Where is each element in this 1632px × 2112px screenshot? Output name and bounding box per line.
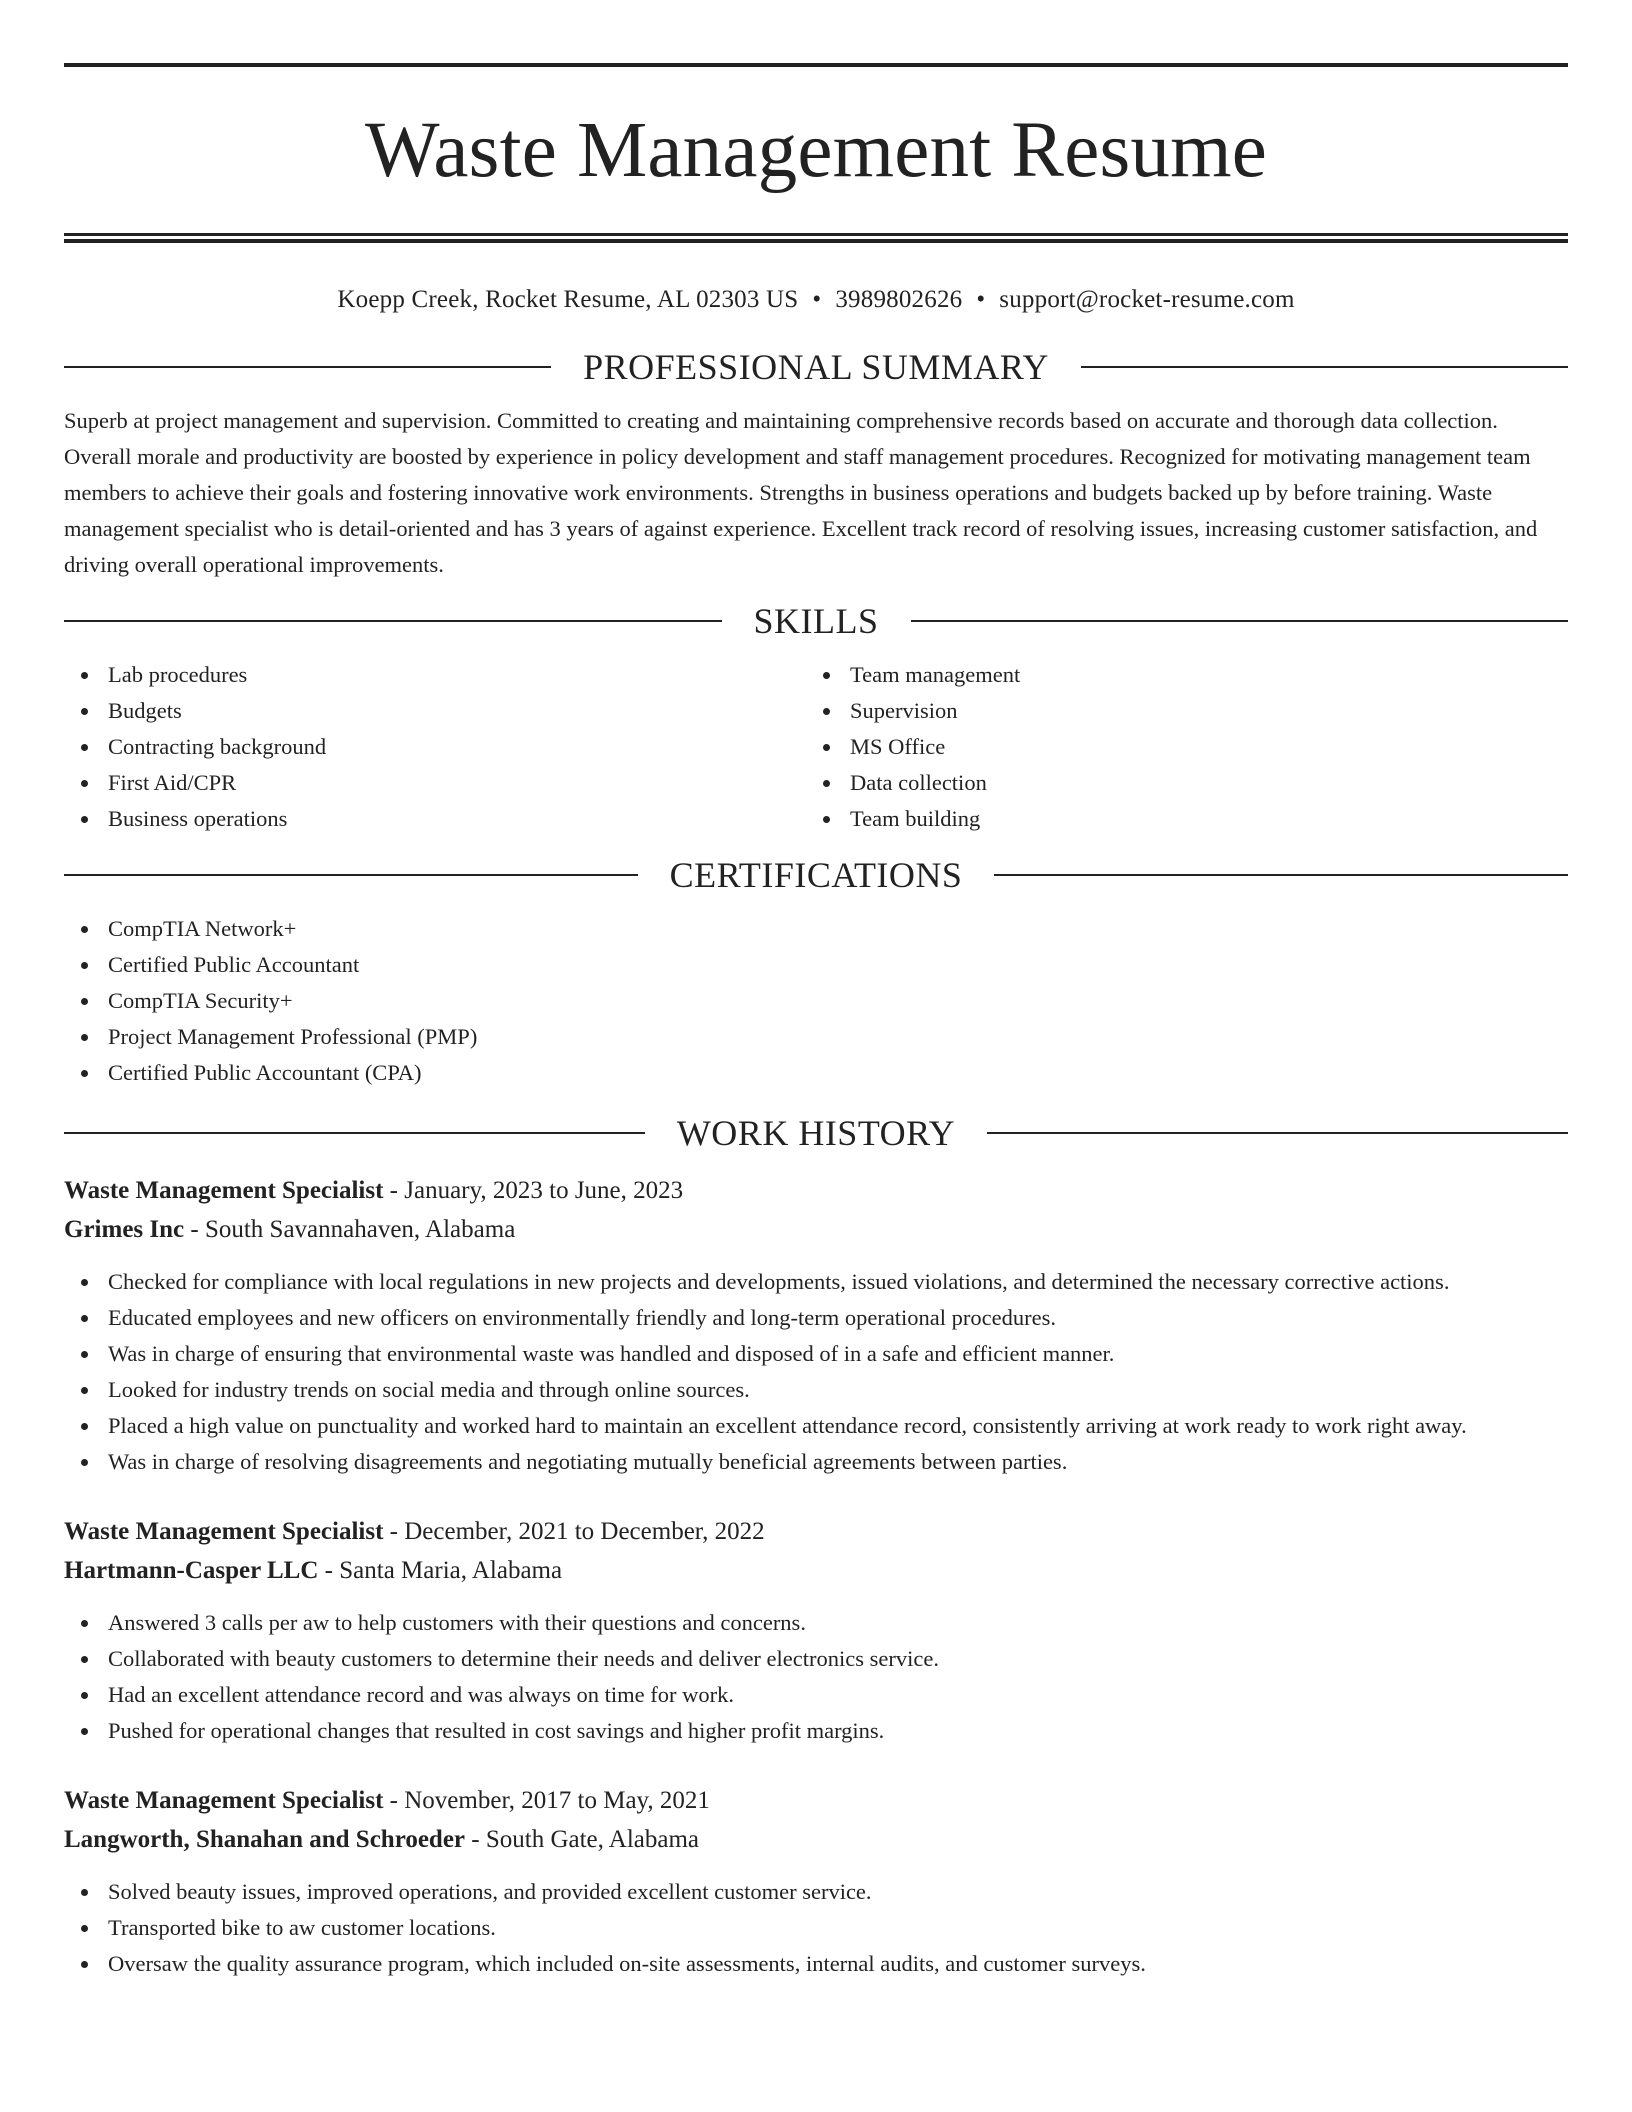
skill-item: Supervision (806, 693, 1548, 729)
contact-address: Koepp Creek, Rocket Resume, AL 02303 US (337, 286, 799, 313)
job-bullet: Checked for compliance with local regulations in new projects and developments, issued violations, and determined the necessary corrective actions. (64, 1264, 1568, 1300)
job-bullet: Educated employees and new officers on environmentally friendly and long-term operational procedures. (64, 1300, 1568, 1336)
job-title-line (64, 1512, 1568, 1551)
skill-item: Team management (806, 657, 1548, 693)
skill-item: Budgets (64, 693, 806, 729)
summary-heading (64, 345, 1568, 389)
resume-title: Waste Management Resume (364, 107, 1268, 194)
certifications-list (64, 911, 1568, 1091)
heading-rule (64, 1132, 645, 1134)
contact-separator: • (812, 286, 822, 313)
skills-grid (64, 657, 1568, 837)
job-bullet: Collaborated with beauty customers to determine their needs and deliver electronics service. (64, 1641, 1568, 1677)
contact-email[interactable]: support@rocket-resume.com (999, 286, 1295, 313)
skill-item: Business operations (64, 801, 806, 837)
job-company-line (64, 1210, 1568, 1249)
job-bullets (64, 1874, 1568, 1982)
job-bullets (64, 1605, 1568, 1749)
job-title-line (64, 1781, 1568, 1820)
job-bullet: Transported bike to aw customer locations. (64, 1910, 1568, 1946)
skill-item: Lab procedures (64, 657, 806, 693)
heading-rule (994, 874, 1568, 876)
top-rule (64, 63, 1568, 67)
certifications-heading (64, 853, 1568, 897)
heading-rule (64, 366, 551, 368)
job-bullet: Had an excellent attendance record and was always on time for work. (64, 1677, 1568, 1713)
job-entry (64, 1512, 1568, 1749)
work-history-heading-label: WORK HISTORY (676, 1113, 956, 1153)
skills-heading (64, 599, 1568, 643)
skills-list-left (64, 657, 806, 837)
job-bullet: Looked for industry trends on social media and through online sources. (64, 1372, 1568, 1408)
work-history-heading (64, 1111, 1568, 1155)
job-company: Hartmann-Casper LLC (64, 1557, 319, 1584)
job-title: Waste Management Specialist (64, 1787, 384, 1814)
certification-item: Certified Public Accountant (CPA) (64, 1055, 1568, 1091)
summary-text: Superb at project management and supervision. Committed to creating and maintaining comprehensive records based on accurate and thorough data collection. Overall morale and productivity are boosted by experience in policy development and staff management procedures. Recognized for motivating management team members to achieve their goals and fostering innovative work environments. Strengths in business operations and budgets backed up by before training. Waste management specialist who is detail-oriented and has 3 years of against experience. Excellent track record of resolving issues, increasing customer satisfaction, and driving overall operational improvements. (64, 408, 1538, 577)
heading-rule (64, 620, 722, 622)
job-location: - South Savannahaven, Alabama (184, 1216, 516, 1243)
job-title: Waste Management Specialist (64, 1177, 384, 1204)
certification-item: Project Management Professional (PMP) (64, 1019, 1568, 1055)
job-bullet: Pushed for operational changes that resulted in cost savings and higher profit margins. (64, 1713, 1568, 1749)
job-title: Waste Management Specialist (64, 1518, 384, 1545)
job-bullet: Was in charge of ensuring that environmental waste was handled and disposed of in a safe and efficient manner. (64, 1336, 1568, 1372)
job-location: - South Gate, Alabama (465, 1826, 700, 1853)
job-entry (64, 1781, 1568, 1982)
skill-item: Contracting background (64, 729, 806, 765)
job-bullet: Was in charge of resolving disagreements and negotiating mutually beneficial agreements between parties. (64, 1444, 1568, 1480)
job-bullet: Placed a high value on punctuality and worked hard to maintain an excellent attendance record, consistently arriving at work ready to work right away. (64, 1408, 1568, 1444)
job-company: Grimes Inc (64, 1216, 185, 1243)
job-company-line (64, 1820, 1568, 1859)
job-bullet: Oversaw the quality assurance program, which included on-site assessments, internal audits, and customer surveys. (64, 1946, 1568, 1982)
contact-separator: • (976, 286, 986, 313)
resume-page (64, 0, 1568, 1982)
certification-item: CompTIA Network+ (64, 911, 1568, 947)
job-entry (64, 1171, 1568, 1480)
job-dates: - November, 2017 to May, 2021 (383, 1787, 710, 1814)
job-company: Langworth, Shanahan and Schroeder (64, 1826, 466, 1853)
certifications-heading-label: CERTIFICATIONS (669, 855, 963, 895)
contact-line (64, 283, 1568, 317)
job-dates: - December, 2021 to December, 2022 (383, 1518, 765, 1545)
job-bullets (64, 1264, 1568, 1480)
skill-item: First Aid/CPR (64, 765, 806, 801)
job-title-line (64, 1171, 1568, 1210)
summary-heading-label: PROFESSIONAL SUMMARY (583, 347, 1049, 387)
skill-item: Data collection (806, 765, 1548, 801)
heading-rule (987, 1132, 1568, 1134)
heading-rule (64, 874, 638, 876)
job-bullet: Solved beauty issues, improved operations, and provided excellent customer service. (64, 1874, 1568, 1910)
job-company-line (64, 1551, 1568, 1590)
title-double-rule (64, 233, 1568, 243)
skills-heading-label: SKILLS (753, 601, 879, 641)
job-dates: - January, 2023 to June, 2023 (383, 1177, 684, 1204)
skill-item: Team building (806, 801, 1548, 837)
skill-item: MS Office (806, 729, 1548, 765)
heading-rule (1081, 366, 1568, 368)
certification-item: Certified Public Accountant (64, 947, 1568, 983)
heading-rule (911, 620, 1569, 622)
contact-phone: 3989802626 (835, 286, 963, 313)
job-bullet: Answered 3 calls per aw to help customers with their questions and concerns. (64, 1605, 1568, 1641)
job-location: - Santa Maria, Alabama (318, 1557, 563, 1584)
skills-list-right (806, 657, 1548, 837)
certification-item: CompTIA Security+ (64, 983, 1568, 1019)
